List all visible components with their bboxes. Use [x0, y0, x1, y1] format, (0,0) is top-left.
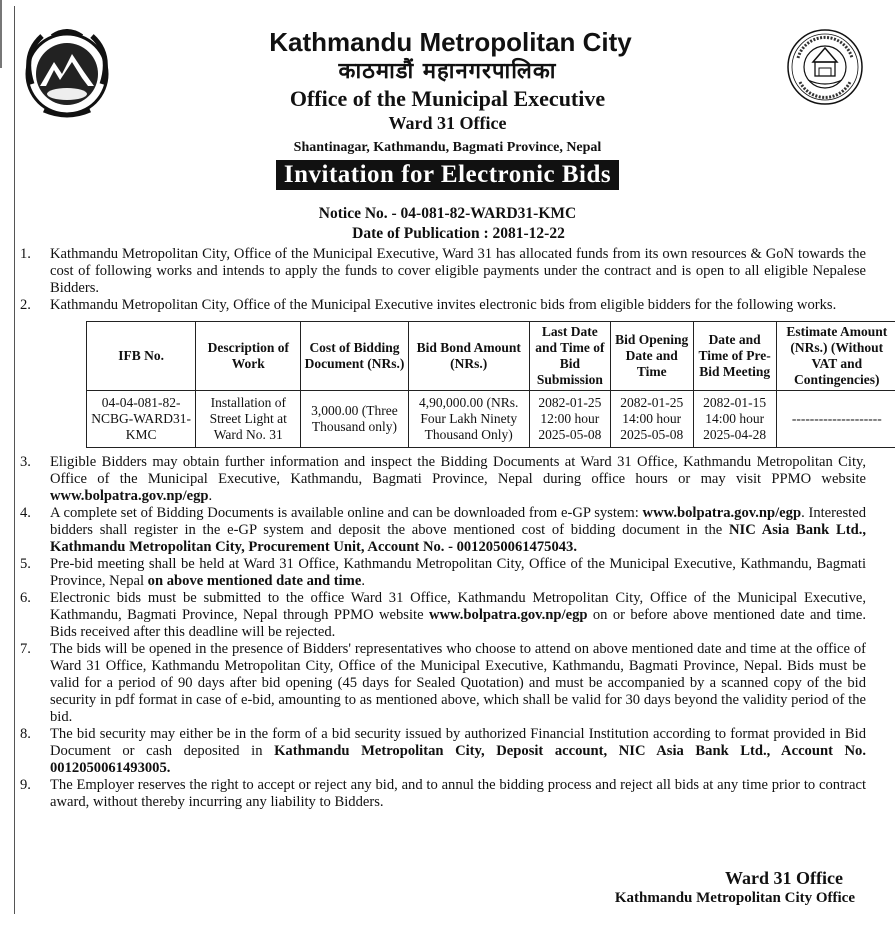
header-bid-bond: Bid Bond Amount (NRs.)	[408, 322, 529, 391]
egp-link[interactable]: www.bolpatra.gov.np/egp	[642, 505, 802, 521]
clause-number: 7.	[20, 641, 31, 657]
clause-9	[14, 777, 866, 811]
clause-number: 9.	[20, 777, 31, 793]
clause-4	[14, 505, 866, 556]
notice-banner: Invitation for Electronic Bids	[276, 160, 619, 190]
cell-pre-bid: 2082-01-15 14:00 hour 2025-04-28	[693, 391, 776, 448]
header-estimate: Estimate Amount (NRs.) (Without VAT and Contingencies)	[776, 322, 895, 391]
clause-number: 1.	[20, 246, 31, 262]
bid-table	[86, 321, 895, 448]
clause-text-mid: . Interested bidders shall register in the e-GP system and deposit the above mentioned cost of bidding document in the	[50, 505, 866, 538]
cell-estimate: --------------------	[776, 391, 895, 448]
header-bid-opening: Bid Opening Date and Time	[610, 322, 693, 391]
city-name: Kathmandu Metropolitan City	[269, 27, 632, 57]
cell-bid-bond: 4,90,000.00 (NRs. Four Lakh Ninety Thousand Only)	[408, 391, 529, 448]
clause-5	[14, 556, 866, 590]
cell-last-date: 2082-01-25 12:00 hour 2025-05-08	[529, 391, 610, 448]
header-last-date: Last Date and Time of Bid Submission	[529, 322, 610, 391]
clause-text: A complete set of Bidding Documents is available online and can be downloaded from e-GP system:	[50, 505, 643, 521]
publication-date: Date of Publication : 2081-12-22	[352, 225, 565, 242]
header-cost-document: Cost of Bidding Document (NRs.)	[301, 322, 408, 391]
clause-text: Electronic bids must be submitted to the office Ward 31 Office, Kathmandu Metropolitan City, Office of the Municipal Executive, Kathmandu, Bagmati Province, Nepal through PPMO website	[50, 590, 866, 623]
clause-text-end: .	[361, 573, 365, 589]
office-name: Office of the Municipal Executive	[289, 86, 606, 111]
clause-3	[14, 454, 866, 505]
cell-cost-document: 3,000.00 (Three Thousand only)	[301, 391, 408, 448]
signature-city: Kathmandu Metropolitan City Office	[614, 890, 855, 906]
clause-emphasis: on above mentioned date and time	[147, 573, 362, 589]
clause-number: 8.	[20, 726, 31, 742]
letterhead	[0, 26, 895, 190]
ppmo-link[interactable]: www.bolpatra.gov.np/egp	[50, 488, 209, 504]
cell-bid-opening: 2082-01-25 14:00 hour 2025-05-08	[610, 391, 693, 448]
table-row	[87, 391, 895, 448]
clause-number: 4.	[20, 505, 31, 521]
signature-office: Ward 31 Office	[725, 868, 843, 888]
clause-1	[14, 246, 866, 297]
clause-2	[14, 297, 888, 448]
clause-text: Kathmandu Metropolitan City, Office of the Municipal Executive invites electronic bids from eligible bidders for the following works.	[50, 297, 837, 313]
clause-number: 3.	[20, 454, 31, 470]
clause-text: Kathmandu Metropolitan City, Office of the Municipal Executive, Ward 31 has allocated funds from its own resources & GoN towards the cost of following works and intends to apply the funds to cover eligible payments under the contract and is open to all eligible Nepalese Bidders.	[50, 246, 866, 296]
table-header-row	[87, 322, 895, 391]
clause-number: 6.	[20, 590, 31, 606]
city-name-nepali: काठमाडौं महानगरपालिका	[338, 59, 557, 84]
clause-text: The bid security may either be in the form of a bid security issued by authorized Financial Institution according to format provided in Bid Document or cash deposited in	[50, 726, 866, 759]
header-ifb-no: IFB No.	[87, 322, 196, 391]
clause-text: The bids will be opened in the presence of Bidders' representatives who choose to attend on above mentioned date and time at the office of Ward 31 Office, Kathmandu Metropolitan City, Office of the Municipal Executive, Kathmandu, Bagmati Province, Nepal. Bids must be valid for a period of 90 days after bid opening (45 days for Sealed Quotation) and must be accompanied by a scanned copy of the bid security in pdf format in case of e-bid, amounting to as mentioned above, which shall be valid for 30 days beyond the validity period of the bid.	[50, 641, 866, 725]
clause-text-end: .	[208, 488, 213, 504]
header-description: Description of Work	[196, 322, 301, 391]
clause-text-end: on or before above mentioned date and time. Bids received after this deadline will be rejected.	[50, 607, 866, 640]
signature-block	[615, 868, 855, 908]
clause-list	[14, 246, 888, 811]
clause-text: Pre-bid meeting shall be held at Ward 31 Office, Kathmandu Metropolitan City, Office of the Municipal Executive, Kathmandu, Bagmati Province, Nepal	[50, 556, 866, 589]
notice-number: Notice No. - 04-081-82-WARD31-KMC	[318, 205, 577, 222]
clause-7	[14, 641, 866, 726]
bank-account-deposit: Kathmandu Metropolitan City, Deposit account, NIC Asia Bank Ltd., Account No. 0012050061493005.	[50, 743, 867, 776]
clause-number: 2.	[20, 297, 31, 313]
office-address: Shantinagar, Kathmandu, Bagmati Province, Nepal	[293, 140, 602, 155]
ward-name: Ward 31 Office	[388, 113, 507, 133]
clause-text: The Employer reserves the right to accept or reject any bid, and to annul the bidding process and reject all bids at any time prior to contract award, without thereby incurring any liability to Bidders.	[50, 777, 866, 810]
cell-ifb-no: 04-04-081-82-NCBG-WARD31-KMC	[87, 391, 196, 448]
ppmo-submit-link[interactable]: www.bolpatra.gov.np/egp	[428, 607, 588, 623]
clause-number: 5.	[20, 556, 31, 572]
clause-8	[14, 726, 866, 777]
header-pre-bid: Date and Time of Pre-Bid Meeting	[693, 322, 776, 391]
clause-text: Eligible Bidders may obtain further information and inspect the Bidding Documents at Ward 31 Office, Kathmandu Metropolitan City, Office of the Municipal Executive, Kathmandu, Bagmati Province, Nepal during office hours or may visit PPMO website	[50, 454, 866, 487]
cell-description: Installation of Street Light at Ward No. 31	[196, 391, 301, 448]
clause-6	[14, 590, 866, 641]
bank-account-procurement: NIC Asia Bank Ltd., Kathmandu Metropolitan City, Procurement Unit, Account No. - 0012050061475043.	[50, 522, 866, 555]
